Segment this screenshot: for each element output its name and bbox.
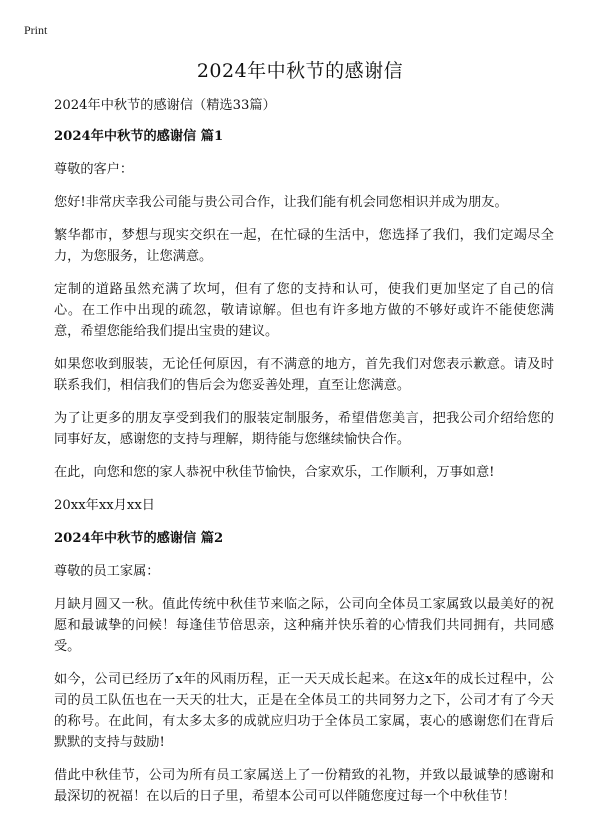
section-heading-1: 2024年中秋节的感谢信 篇1 [54,129,224,144]
document-title: 2024年中秋节的感谢信 [196,60,404,82]
paragraph: 如今，公司已经历了x年的风雨历程，正一天天成长起来。在这x年的成长过程中，公司的员工队伍也在一天天的壮大，正是在全体员工的共同努力之下，公司才有了今天的称号。在此间，有太多太多的成就应归功于全体员工家属，衷心的感谢您们在背后默默的支持与鼓励! [54,672,554,750]
paragraph: 在此，向您和您的家人恭祝中秋佳节愉快，合家欢乐，工作顺利，万事如意! [54,465,495,480]
paragraph: 月缺月圆又一秋。值此传统中秋佳节来临之际，公司向全体员工家属致以最美好的祝愿和最诚挚的问候！每逢佳节倍思亲，这种痛并快乐着的心情我们共同拥有，共同感受。 [54,597,554,654]
greeting-1: 尊敬的客户： [54,162,134,177]
letter-date: 20xx年xx月xx日 [54,498,155,513]
greeting-2: 尊敬的员工家属： [54,564,160,579]
paragraph: 定制的道路虽然充满了坎坷，但有了您的支持和认可，使我们更加坚定了自己的信心。在工作中出现的疏忽，敬请谅解。但也有许多地方做的不够好或许不能使您满意，希望您能给我们提出宝贵的建议。 [54,282,554,339]
paragraph: 如果您收到服装，无论任何原因，有不满意的地方，首先我们对您表示歉意。请及时联系我们，相信我们的售后会为您妥善处理，直至让您满意。 [54,357,554,393]
paragraph: 为了让更多的朋友享受到我们的服装定制服务，希望借您美言，把我公司介绍给您的同事好友，感谢您的支持与理解，期待能与您继续愉快合作。 [54,411,554,447]
paragraph: 繁华都市，梦想与现实交织在一起，在忙碌的生活中，您选择了我们，我们定竭尽全力，为您服务，让您满意。 [54,228,554,264]
paragraph: 借此中秋佳节，公司为所有员工家属送上了一份精致的礼物，并致以最诚挚的感谢和最深切的祝福！在以后的日子里，希望本公司可以伴随您度过每一个中秋佳节！ [54,768,554,804]
paragraph: 您好!非常庆幸我公司能与贵公司合作，让我们能有机会同您相识并成为朋友。 [54,195,508,210]
section-heading-2: 2024年中秋节的感谢信 篇2 [54,531,224,546]
print-link[interactable]: Print [24,23,48,37]
document-body [54,95,554,819]
document-subtitle: 2024年中秋节的感谢信（精选33篇） [54,98,276,113]
